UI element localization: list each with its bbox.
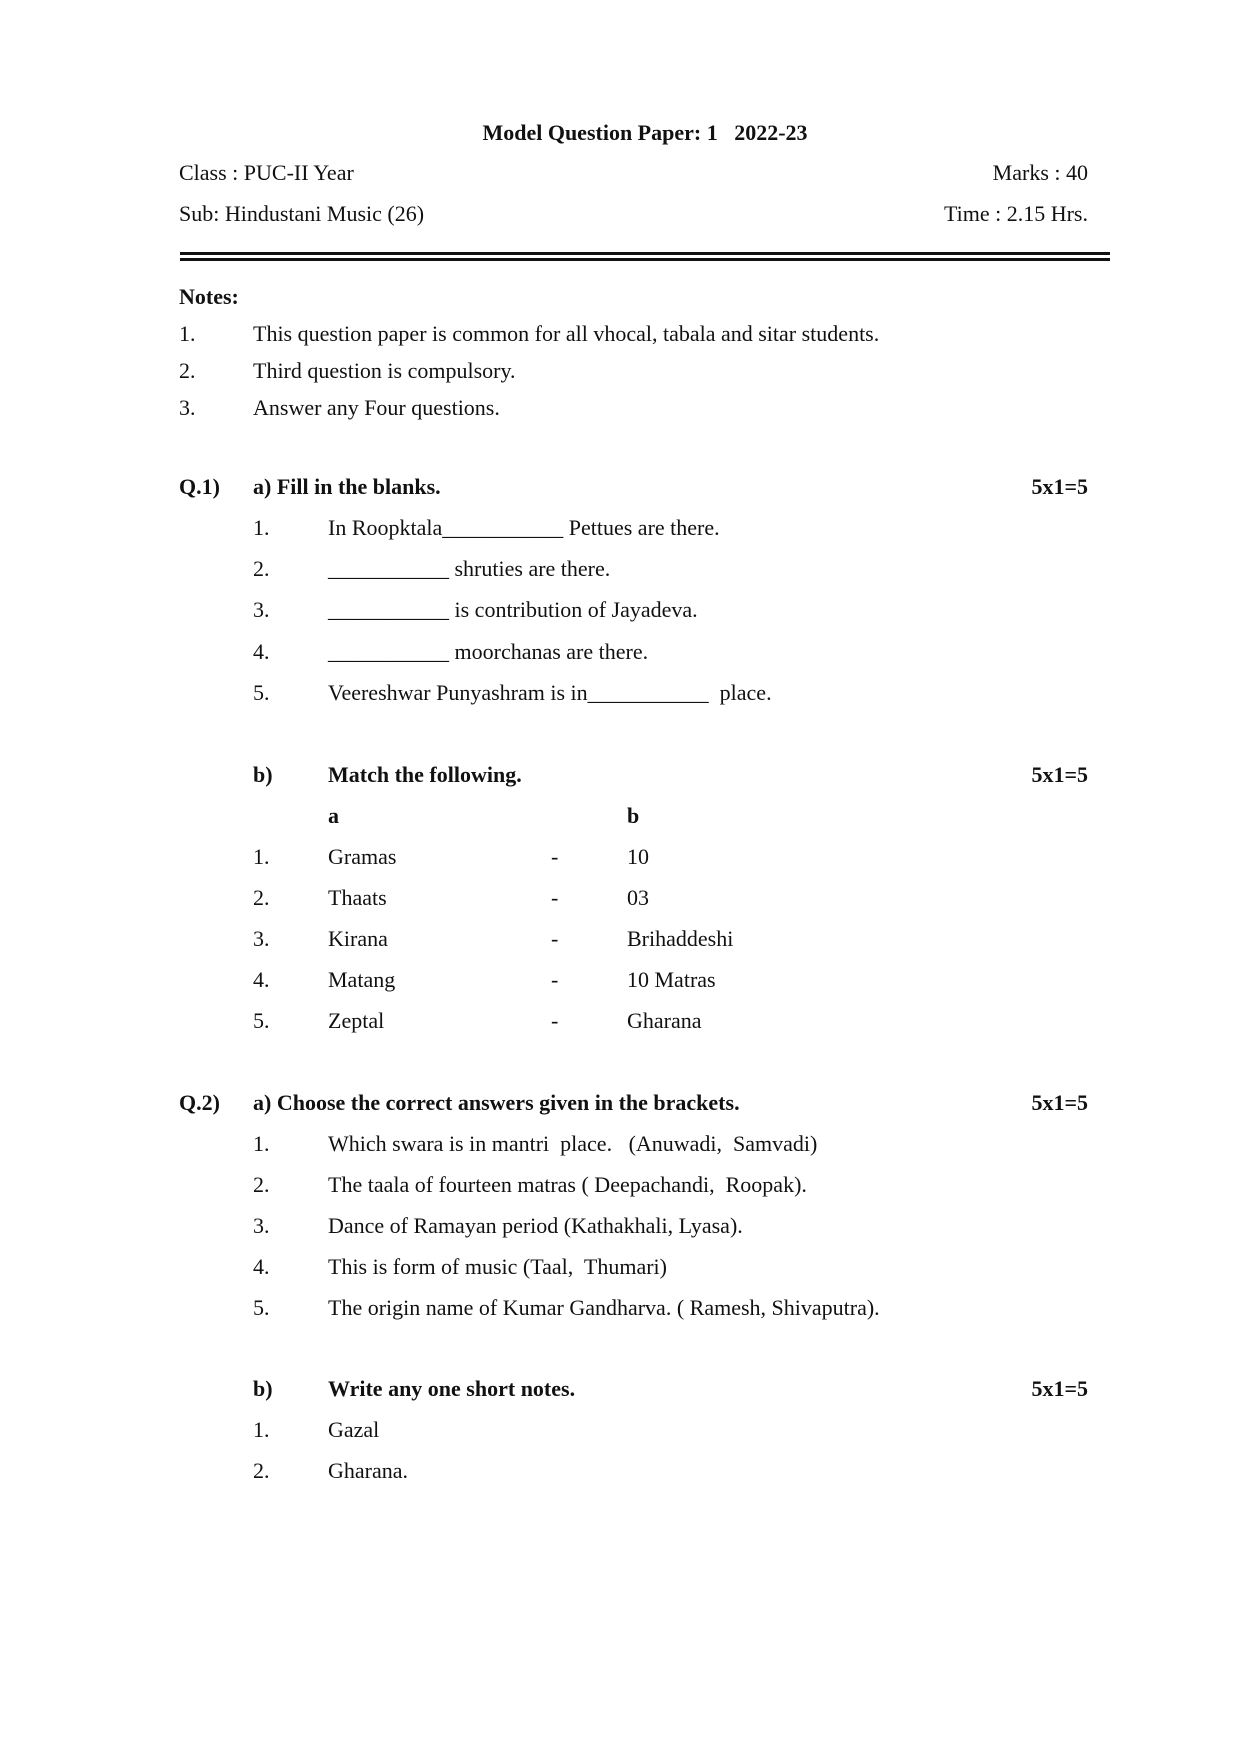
item-number: 1.	[253, 844, 270, 869]
item-number: 2.	[253, 1172, 270, 1197]
short-note-item: Gharana.	[328, 1458, 409, 1483]
match-dash: -	[551, 926, 559, 951]
choice-item: The origin name of Kumar Gandharva. ( Ramesh, Shivaputra).	[328, 1295, 880, 1320]
match-term: Gramas	[328, 844, 397, 869]
section-title: Write any one short notes.	[328, 1376, 576, 1401]
section-marks: 5x1=5	[1031, 1376, 1088, 1401]
choice-item: Which swara is in mantri place. (Anuwadi, Samvadi)	[328, 1131, 818, 1156]
column-a-header: a	[328, 803, 339, 828]
notes-heading: Notes:	[179, 284, 239, 309]
header-divider-bottom	[180, 258, 1110, 261]
choice-item: This is form of music (Taal, Thumari)	[328, 1254, 667, 1279]
item-number: 1.	[253, 1417, 270, 1442]
match-dash: -	[551, 967, 559, 992]
question-number: Q.1)	[179, 474, 220, 499]
match-answer: 10	[627, 844, 649, 869]
match-dash: -	[551, 1008, 559, 1033]
item-number: 1.	[253, 515, 270, 540]
item-number: 3.	[253, 1213, 270, 1238]
fill-blank-item: Veereshwar Punyashram is in___________ place.	[328, 680, 772, 705]
note-text: This question paper is common for all vhocal, tabala and sitar students.	[253, 321, 880, 346]
time-label: Time : 2.15 Hrs.	[943, 201, 1088, 226]
note-text: Answer any Four questions.	[253, 395, 500, 420]
item-number: 5.	[253, 680, 270, 705]
section-title: a) Choose the correct answers given in the brackets.	[253, 1090, 740, 1115]
note-number: 1.	[179, 321, 196, 346]
choice-item: Dance of Ramayan period (Kathakhali, Lyasa).	[328, 1213, 743, 1238]
item-number: 4.	[253, 639, 270, 664]
section-marks: 5x1=5	[1031, 474, 1088, 499]
header-divider-top	[180, 252, 1110, 255]
section-marks: 5x1=5	[1031, 762, 1088, 787]
note-number: 3.	[179, 395, 196, 420]
match-answer: 10 Matras	[627, 967, 716, 992]
fill-blank-item: In Roopktala___________ Pettues are there.	[328, 515, 720, 540]
fill-blank-item: ___________ is contribution of Jayadeva.	[328, 597, 698, 622]
note-number: 2.	[179, 358, 196, 383]
item-number: 5.	[253, 1295, 270, 1320]
section-label: b)	[253, 762, 273, 787]
section-label: b)	[253, 1376, 273, 1401]
match-dash: -	[551, 844, 559, 869]
match-term: Thaats	[328, 885, 387, 910]
item-number: 5.	[253, 1008, 270, 1033]
column-b-header: b	[627, 803, 640, 828]
match-term: Zeptal	[328, 1008, 385, 1033]
item-number: 3.	[253, 597, 270, 622]
note-text: Third question is compulsory.	[253, 358, 516, 383]
fill-blank-item: ___________ shruties are there.	[328, 556, 611, 581]
item-number: 3.	[253, 926, 270, 951]
marks-label: Marks : 40	[992, 160, 1088, 185]
choice-item: The taala of fourteen matras ( Deepachandi, Roopak).	[328, 1172, 807, 1197]
match-answer: 03	[627, 885, 649, 910]
match-term: Matang	[328, 967, 396, 992]
item-number: 2.	[253, 885, 270, 910]
item-number: 4.	[253, 1254, 270, 1279]
question-number: Q.2)	[179, 1090, 220, 1115]
item-number: 1.	[253, 1131, 270, 1156]
subject-label: Sub: Hindustani Music (26)	[179, 201, 425, 226]
section-title: Match the following.	[328, 762, 522, 787]
page-title: Model Question Paper: 1 2022-23	[482, 120, 808, 145]
fill-blank-item: ___________ moorchanas are there.	[328, 639, 649, 664]
item-number: 4.	[253, 967, 270, 992]
item-number: 2.	[253, 1458, 270, 1483]
section-title: a) Fill in the blanks.	[253, 474, 441, 499]
match-term: Kirana	[328, 926, 388, 951]
item-number: 2.	[253, 556, 270, 581]
class-label: Class : PUC-II Year	[179, 160, 354, 185]
short-note-item: Gazal	[328, 1417, 380, 1442]
match-answer: Gharana	[627, 1008, 702, 1033]
match-dash: -	[551, 885, 559, 910]
section-marks: 5x1=5	[1031, 1090, 1088, 1115]
match-answer: Brihaddeshi	[627, 926, 734, 951]
